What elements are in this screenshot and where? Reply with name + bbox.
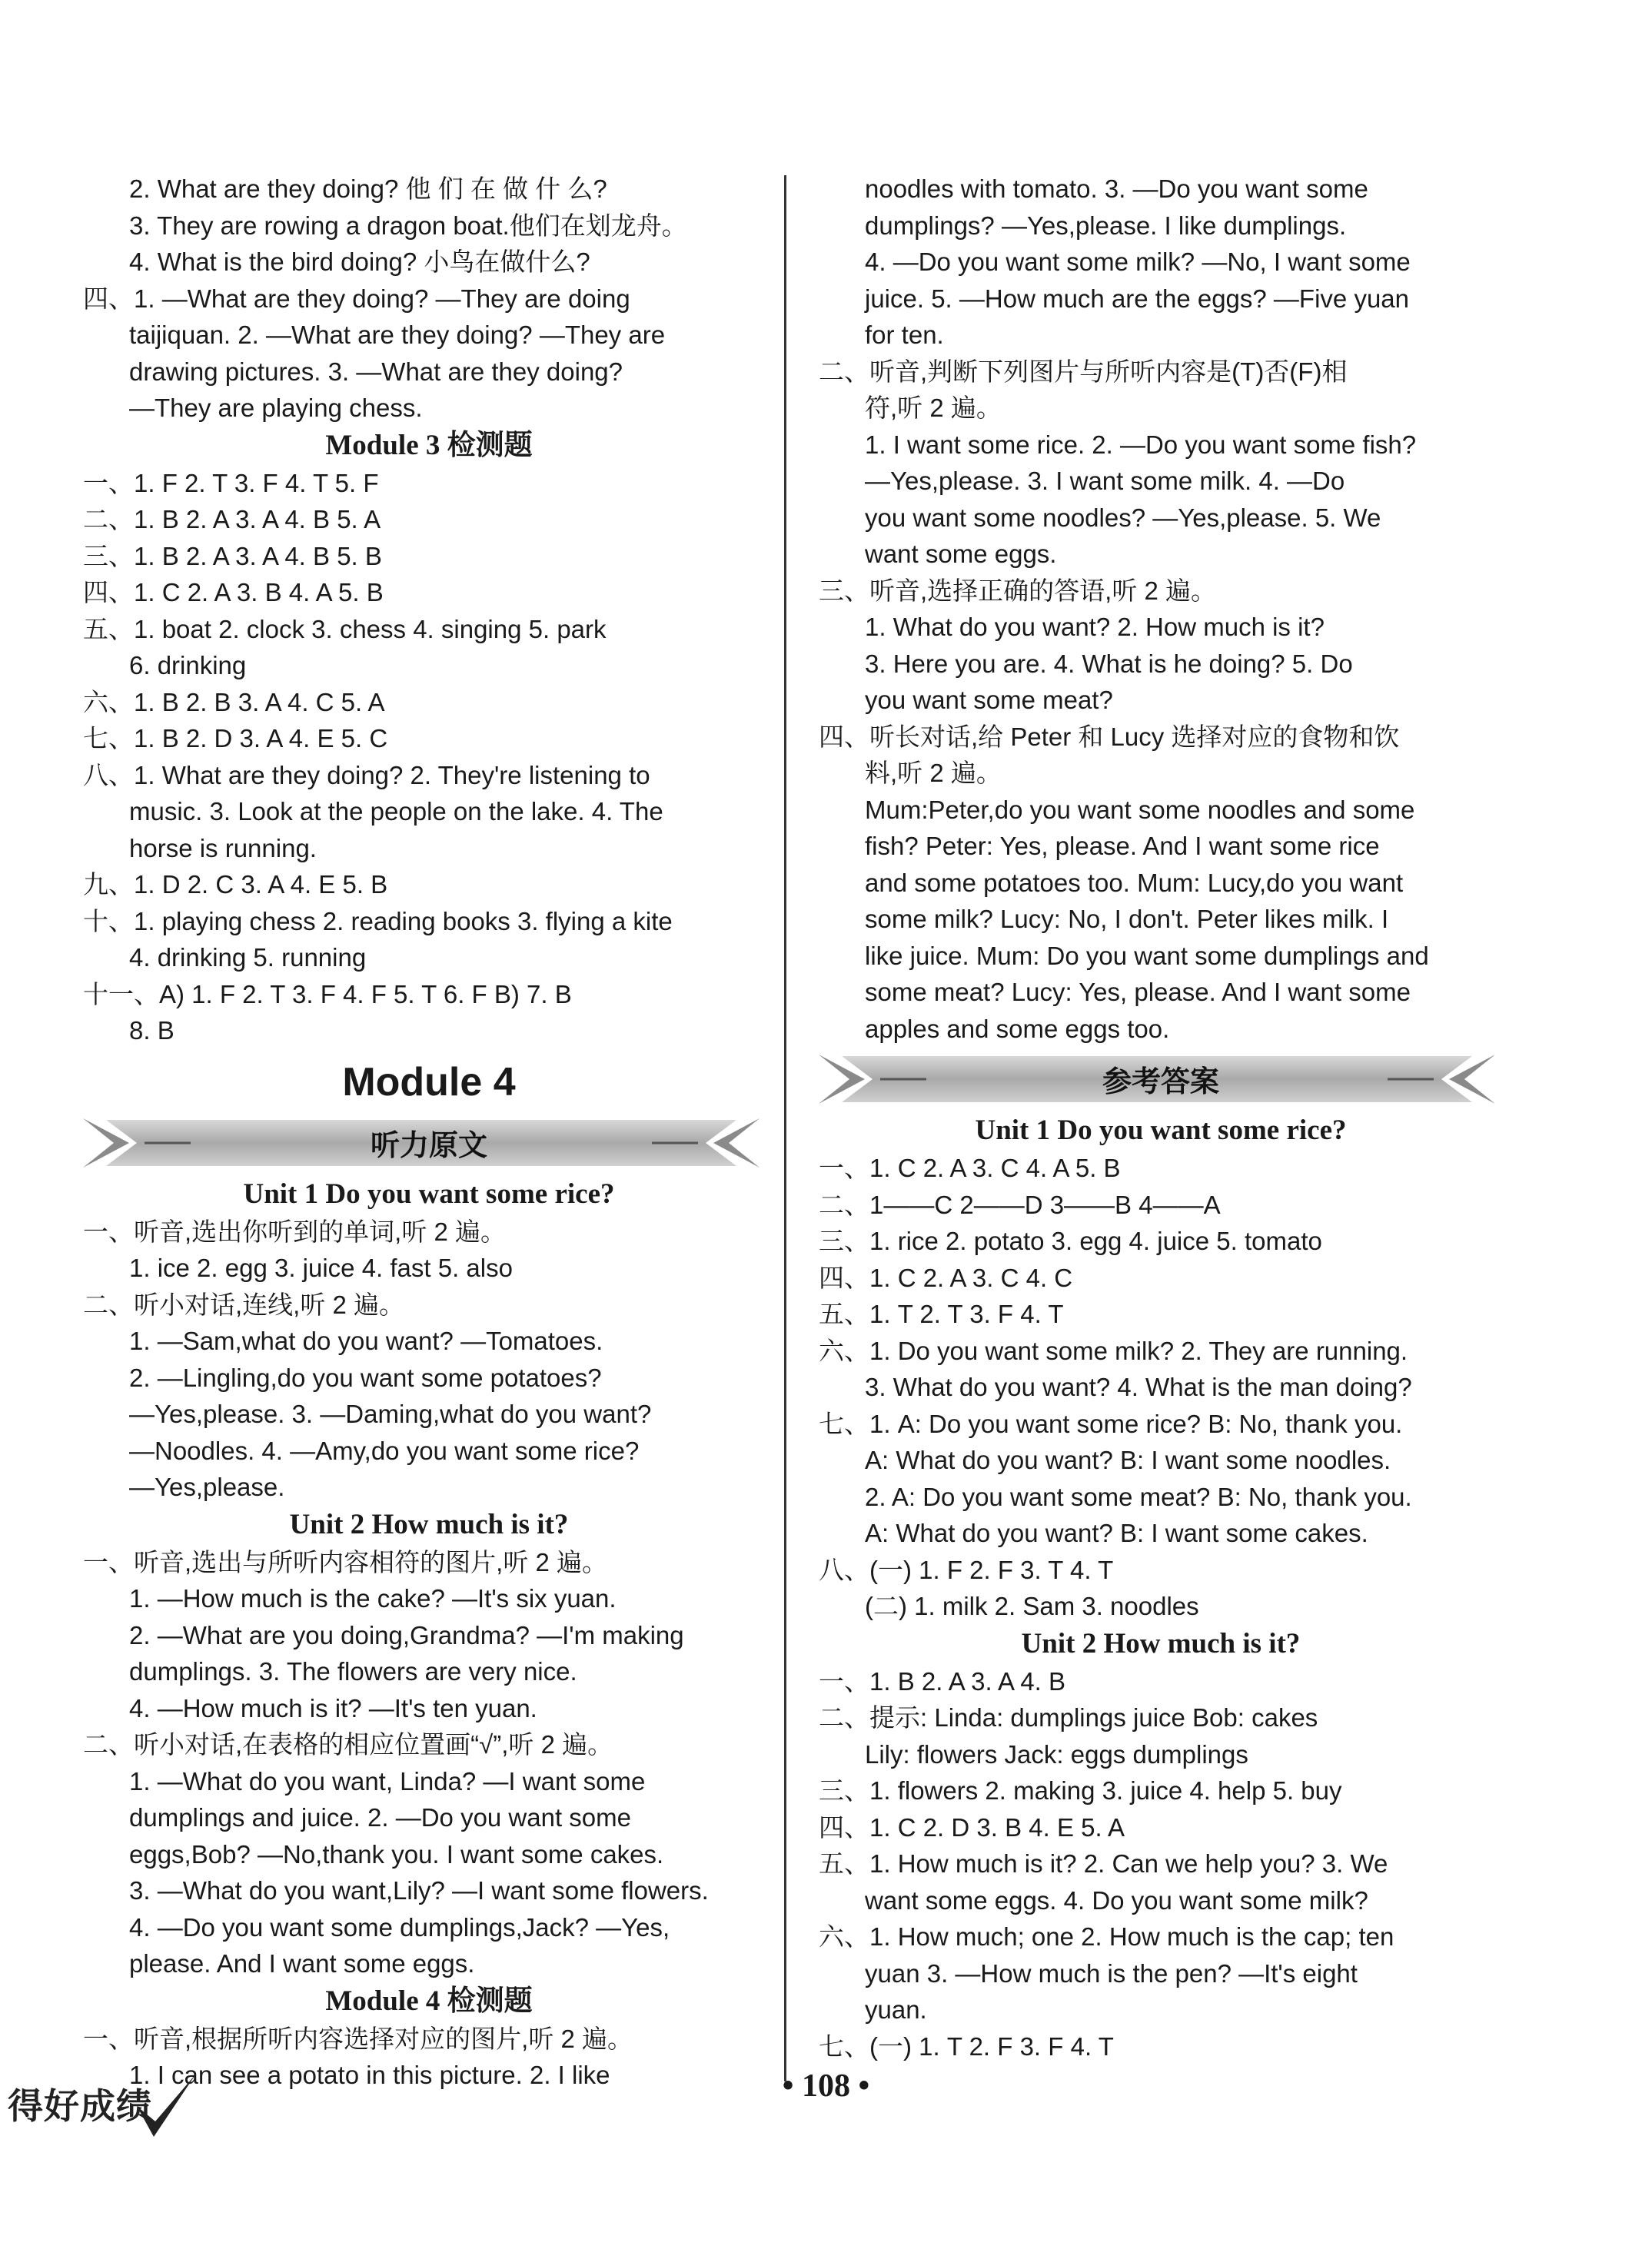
text-line: 4. —Do you want some dumplings,Jack? —Yes, <box>129 1912 670 1942</box>
section-heading: Module 3 检测题 <box>325 429 533 461</box>
text-line: 七、(一) 1. T 2. F 3. F 4. T <box>819 2031 1114 2061</box>
text-line: 六、1. Do you want some milk? 2. They are running. <box>819 1336 1408 1365</box>
text-line: want some eggs. <box>865 540 1057 568</box>
text-line: —Yes,please. 3. —Daming,what do you want? <box>129 1400 652 1428</box>
text-line: apples and some eggs too. <box>865 1014 1170 1043</box>
text-line: 1. I want some rice. 2. —Do you want some fish? <box>865 430 1417 459</box>
text-line: 2. A: Do you want some meat? B: No, thank you. <box>865 1482 1412 1511</box>
text-line: 二、提示: Linda: dumplings juice Bob: cakes <box>819 1703 1318 1732</box>
text-line: 十一、A) 1. F 2. T 3. F 4. F 5. T 6. F B) 7. B <box>83 979 572 1008</box>
text-line: 二、1. B 2. A 3. A 4. B 5. A <box>83 505 381 533</box>
text-line: 1. I can see a potato in this picture. 2. I like <box>129 2061 610 2089</box>
text-line: fish? Peter: Yes, please. And I want some rice <box>865 832 1380 860</box>
text-line: 料,听 2 遍。 <box>865 759 1002 787</box>
text-line: Mum:Peter,do you want some noodles and some <box>865 795 1415 824</box>
right-column <box>819 171 1503 2065</box>
banner-title: 参考答案 <box>1102 1065 1219 1098</box>
text-line: —Yes,please. 3. I want some milk. 4. —Do <box>865 467 1345 495</box>
text-line: dumplings and juice. 2. —Do you want some <box>129 1803 632 1832</box>
text-line: 四、1. C 2. A 3. B 4. A 5. B <box>83 578 384 606</box>
section-heading: Unit 2 How much is it? <box>1021 1627 1301 1659</box>
text-line: 三、1. B 2. A 3. A 4. B 5. B <box>83 541 382 570</box>
text-line: 6. drinking <box>129 651 247 679</box>
text-line: 八、(一) 1. F 2. F 3. T 4. T <box>819 1555 1114 1584</box>
text-line: 一、听音,根据所听内容选择对应的图片,听 2 遍。 <box>83 2024 633 2053</box>
left-column <box>83 171 775 2094</box>
text-line: 六、1. How much; one 2. How much is the cap; ten <box>819 1922 1394 1951</box>
section-heading: Module 4 检测题 <box>325 1985 533 2017</box>
text-line: 2. What are they doing? 他 们 在 做 什 么? <box>129 174 607 203</box>
section-heading: Unit 2 How much is it? <box>289 1508 569 1540</box>
text-line: 8. B <box>129 1016 175 1045</box>
brand-text: 得好成绩 <box>8 2085 152 2127</box>
text-line: 1. What do you want? 2. How much is it? <box>865 613 1325 641</box>
text-line: 2. —What are you doing,Grandma? —I'm making <box>129 1620 684 1649</box>
text-line: music. 3. Look at the people on the lake. 4. The <box>129 797 663 826</box>
text-line: want some eggs. 4. Do you want some milk? <box>865 1885 1368 1915</box>
text-line: 3. They are rowing a dragon boat.他们在划龙舟。 <box>129 211 687 240</box>
text-line: 十、1. playing chess 2. reading books 3. flying a kite <box>83 906 673 935</box>
text-line: 八、1. What are they doing? 2. They're listening to <box>83 760 650 789</box>
text-line: Lily: flowers Jack: eggs dumplings <box>865 1739 1248 1769</box>
text-line: A: What do you want? B: I want some cakes. <box>865 1519 1368 1547</box>
text-line: dumplings? —Yes,please. I like dumplings. <box>865 211 1347 240</box>
text-line: 1. —What do you want, Linda? —I want some <box>129 1766 646 1796</box>
text-line: horse is running. <box>129 833 317 862</box>
text-line: yuan. <box>865 1995 927 2024</box>
text-line: yuan 3. —How much is the pen? —It's eight <box>865 1958 1358 1988</box>
text-line: some meat? Lucy: Yes, please. And I want some <box>865 978 1411 1006</box>
text-line: you want some noodles? —Yes,please. 5. We <box>865 503 1381 532</box>
text-line: 三、1. rice 2. potato 3. egg 4. juice 5. tomato <box>819 1227 1322 1255</box>
text-line: 四、1. C 2. D 3. B 4. E 5. A <box>819 1812 1125 1842</box>
text-line: 4. What is the bird doing? 小鸟在做什么? <box>129 247 590 276</box>
section-banner <box>819 1050 1503 1108</box>
text-line: A: What do you want? B: I want some noodles. <box>865 1446 1391 1474</box>
section-heading: Unit 1 Do you want some rice? <box>243 1178 615 1210</box>
text-line: please. And I want some eggs. <box>129 1949 475 1978</box>
text-line: 1. ice 2. egg 3. juice 4. fast 5. also <box>129 1254 513 1282</box>
text-line: 一、听音,选出与所听内容相符的图片,听 2 遍。 <box>83 1547 608 1576</box>
text-line: 三、1. flowers 2. making 3. juice 4. help 5. buy <box>819 1776 1342 1805</box>
text-line: 七、1. A: Do you want some rice? B: No, thank you. <box>819 1409 1403 1438</box>
section-banner <box>83 1114 775 1172</box>
text-line: 一、1. B 2. A 3. A 4. B <box>819 1666 1066 1696</box>
text-line: 1. —Sam,what do you want? —Tomatoes. <box>129 1327 603 1355</box>
text-line: noodles with tomato. 3. —Do you want some <box>865 174 1368 203</box>
text-line: you want some meat? <box>865 686 1113 714</box>
text-line: 二、1——C 2——D 3——B 4——A <box>819 1190 1221 1219</box>
text-line: 九、1. D 2. C 3. A 4. E 5. B <box>83 870 388 899</box>
text-line: for ten. <box>865 321 944 349</box>
text-line: some milk? Lucy: No, I don't. Peter likes milk. I <box>865 905 1389 933</box>
text-line: dumplings. 3. The flowers are very nice. <box>129 1657 577 1686</box>
text-line: 一、1. C 2. A 3. C 4. A 5. B <box>819 1154 1121 1182</box>
text-line: 六、1. B 2. B 3. A 4. C 5. A <box>83 687 385 716</box>
text-line: 四、听长对话,给 Peter 和 Lucy 选择对应的食物和饮 <box>819 722 1400 751</box>
text-line: 七、1. B 2. D 3. A 4. E 5. C <box>83 724 388 752</box>
text-line: 3. —What do you want,Lily? —I want some flowers. <box>129 1876 709 1905</box>
page-number: • 108 • <box>782 2068 870 2104</box>
text-line: 4. drinking 5. running <box>129 943 367 972</box>
text-line: (二) 1. milk 2. Sam 3. noodles <box>865 1592 1199 1620</box>
text-line: 4. —Do you want some milk? —No, I want some <box>865 247 1411 276</box>
text-line: 五、1. How much is it? 2. Can we help you? 3. We <box>819 1849 1388 1878</box>
text-line: 二、听小对话,连线,听 2 遍。 <box>83 1290 405 1319</box>
column-divider <box>784 175 786 2081</box>
text-line: and some potatoes too. Mum: Lucy,do you want <box>865 868 1404 897</box>
banner-title: 听力原文 <box>370 1128 487 1162</box>
text-line: 一、听音,选出你听到的单词,听 2 遍。 <box>83 1217 507 1246</box>
text-line: 二、听音,判断下列图片与所听内容是(T)否(F)相 <box>819 357 1348 386</box>
text-line: drawing pictures. 3. —What are they doing? <box>129 357 623 386</box>
text-line: 四、1. C 2. A 3. C 4. C <box>819 1263 1073 1292</box>
text-line: —They are playing chess. <box>129 394 423 422</box>
text-line: 五、1. T 2. T 3. F 4. T <box>819 1300 1064 1328</box>
text-line: 四、1. —What are they doing? —They are doing <box>83 284 630 313</box>
text-line: taijiquan. 2. —What are they doing? —They are <box>129 321 666 349</box>
text-line: 3. What do you want? 4. What is the man doing? <box>865 1373 1412 1401</box>
text-line: 1. —How much is the cake? —It's six yuan. <box>129 1584 617 1613</box>
text-line: 五、1. boat 2. clock 3. chess 4. singing 5. park <box>83 614 607 643</box>
text-line: 2. —Lingling,do you want some potatoes? <box>129 1363 602 1392</box>
text-line: 二、听小对话,在表格的相应位置画“√”,听 2 遍。 <box>83 1730 613 1759</box>
section-heading: Unit 1 Do you want some rice? <box>975 1115 1347 1146</box>
text-line: 4. —How much is it? —It's ten yuan. <box>129 1693 537 1722</box>
text-line: 一、1. F 2. T 3. F 4. T 5. F <box>83 468 379 497</box>
text-line: 3. Here you are. 4. What is he doing? 5. Do <box>865 649 1353 678</box>
text-line: eggs,Bob? —No,thank you. I want some cakes. <box>129 1839 664 1869</box>
text-line: juice. 5. —How much are the eggs? —Five yuan <box>865 284 1410 313</box>
module-title: Module 4 <box>342 1059 516 1105</box>
text-line: 符,听 2 遍。 <box>865 394 1002 422</box>
text-line: —Noodles. 4. —Amy,do you want some rice? <box>129 1436 640 1465</box>
text-line: like juice. Mum: Do you want some dumplings and <box>865 941 1429 970</box>
text-line: 三、听音,选择正确的答语,听 2 遍。 <box>819 576 1217 605</box>
text-line: —Yes,please. <box>129 1473 285 1501</box>
